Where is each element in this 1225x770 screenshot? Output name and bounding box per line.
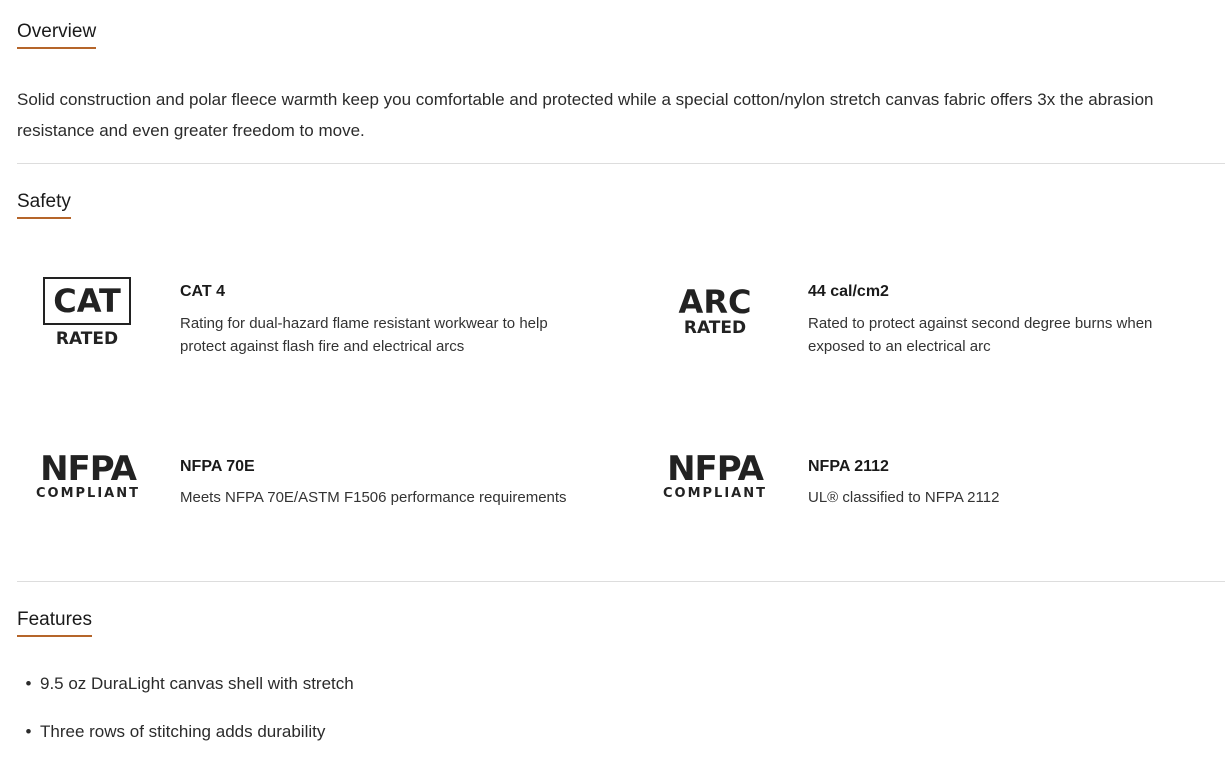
features-list — [17, 674, 354, 770]
nfpa-70e-description: Meets NFPA 70E/ASTM F1506 performance requirements — [180, 489, 567, 506]
arc-badge-sub: RATED — [683, 318, 747, 338]
cat-rating-title: CAT 4 — [180, 283, 226, 300]
overview-heading: Overview — [17, 21, 96, 49]
arc-rated-badge — [670, 285, 760, 337]
list-item — [17, 674, 354, 722]
list-item — [17, 722, 354, 770]
bullet-icon: • — [25, 722, 32, 741]
nfpa-compliant-badge — [660, 449, 770, 502]
cat-badge-sub: RATED — [55, 329, 119, 349]
feature-text: 9.5 oz DuraLight canvas shell with stretch — [40, 674, 354, 693]
nfpa-badge-main: NFPA — [667, 449, 763, 489]
nfpa-badge-sub: COMPLIANT — [663, 486, 767, 501]
bullet-icon: • — [25, 674, 32, 693]
overview-text: Solid construction and polar fleece warmth keep you comfortable and protected while a special cotton/nylon stretch canvas fabric offers 3x the abrasion resistance and even greater freedom to move. — [17, 90, 1154, 140]
cat-rating-description: Rating for dual-hazard flame resistant workwear to help protect against flash fire and electrical arcs — [180, 315, 548, 355]
nfpa-2112-description: UL® classified to NFPA 2112 — [808, 489, 1000, 506]
arc-rating-title: 44 cal/cm2 — [808, 283, 889, 300]
safety-heading: Safety — [17, 191, 71, 219]
cat-rated-badge — [42, 277, 132, 349]
features-heading: Features — [17, 609, 92, 637]
nfpa-compliant-badge — [33, 449, 143, 502]
arc-rating-description: Rated to protect against second degree burns when exposed to an electrical arc — [808, 315, 1153, 355]
section-divider — [17, 581, 1225, 582]
nfpa-2112-title: NFPA 2112 — [808, 458, 889, 475]
arc-badge-main: ARC — [678, 283, 752, 321]
cat-badge-main: CAT — [43, 277, 131, 325]
nfpa-badge-sub: COMPLIANT — [36, 486, 140, 501]
nfpa-70e-title: NFPA 70E — [180, 458, 255, 475]
feature-text: Three rows of stitching adds durability — [40, 722, 326, 741]
section-divider — [17, 163, 1225, 164]
nfpa-badge-main: NFPA — [40, 449, 136, 489]
